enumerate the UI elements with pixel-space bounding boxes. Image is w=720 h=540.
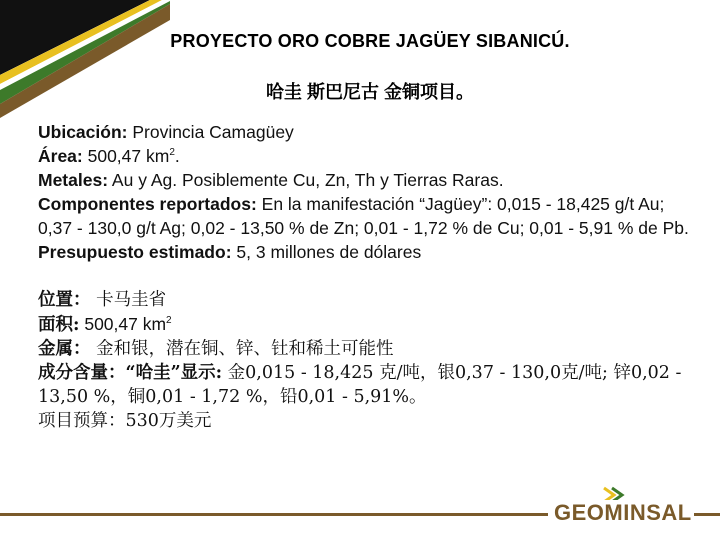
project-details (38, 120, 703, 433)
ubicacion-value: Provincia Camagüey (127, 122, 294, 142)
ubicacion-label: Ubicación: (38, 122, 128, 142)
mianji-label: 面积: (38, 315, 80, 335)
weizhi-label: 位置： (38, 290, 91, 310)
metales-value: Au y Ag. Posiblemente Cu, Zn, Th y Tierras Raras. (108, 170, 504, 190)
mianji-value: 500,47 km (79, 314, 167, 334)
title-chinese: 哈圭 斯巴尼古 金铜项目。 (265, 82, 474, 102)
componentes-value: En la manifestación “Jagüey”: 0,015 - 18,425 g/t Au; 0,37 - 130,0 g/t Ag; 0,02 - 13,50 % de Zn; 0,01 - 1,72 % de Cu; 0,01 - 5,91 % de Pb. (38, 194, 689, 238)
area-line (38, 144, 703, 168)
presupuesto-label: Presupuesto estimado: (38, 242, 232, 262)
jinshu-value: 金和银，潜在铜、锌、钍和稀土可能性 (90, 339, 394, 359)
jinshu-line (38, 337, 703, 361)
geominsal-logo: GEOMINSAL (554, 500, 692, 525)
chengfen-label: 成分含量：“哈圭”显示: (38, 363, 223, 383)
presupuesto-line (38, 240, 703, 264)
metales-line (38, 168, 703, 192)
chengfen-line (38, 361, 703, 409)
area-period: . (174, 146, 180, 166)
metales-label: Metales: (38, 170, 109, 190)
componentes-label: Componentes reportados: (38, 194, 257, 214)
area-value: 500,47 km (82, 146, 170, 166)
componentes-line (38, 192, 703, 240)
mianji-superscript: 2 (166, 315, 172, 327)
footer-rule-left (0, 513, 548, 516)
weizhi-value: 卡马圭省 (90, 290, 167, 310)
presupuesto-value: 5, 3 millones de dólares (231, 242, 422, 262)
jinshu-label: 金属： (38, 339, 91, 359)
yusuan-line: 项目预算：530万美元 (38, 411, 212, 431)
mianji-line (38, 312, 703, 337)
chengfen-value: 金0,015 - 18,425 克/吨，银0,37 - 130,0克/吨; 锌0,02 - 13,50 %，铜0,01 - 1,72 %，铅0,01 - 5,91%。 (38, 363, 682, 407)
area-superscript: 2 (169, 147, 175, 159)
ubicacion-line (38, 120, 703, 144)
weizhi-line (38, 288, 703, 312)
title-spanish: PROYECTO ORO COBRE JAGÜEY SIBANICÚ. (170, 31, 570, 51)
area-label: Área: (38, 146, 83, 166)
